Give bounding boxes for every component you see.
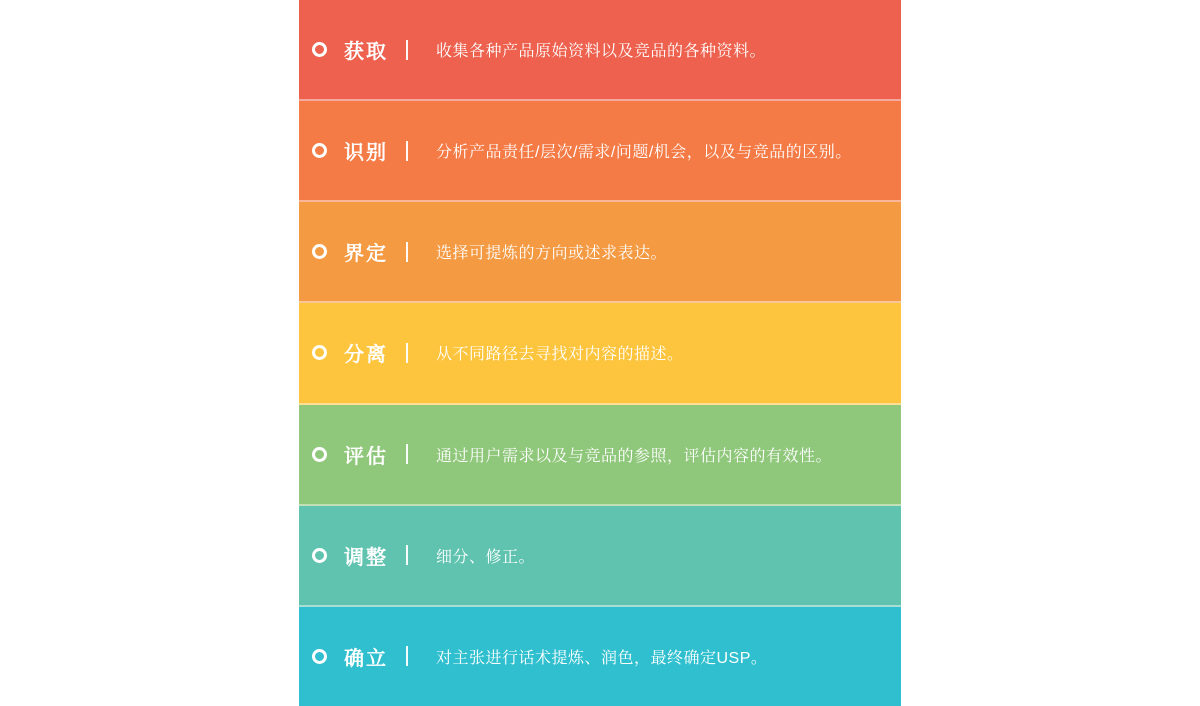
circle-bullet-icon	[312, 345, 327, 360]
step-description: 选择可提炼的方向或述求表达。	[436, 245, 668, 263]
step-description: 通过用户需求以及与竞品的参照，评估内容的有效性。	[436, 447, 833, 465]
process-step-list	[299, 0, 901, 706]
step-title: 获取	[344, 41, 388, 64]
circle-bullet-icon	[312, 649, 327, 664]
vertical-divider-bar	[406, 444, 408, 464]
vertical-divider-bar	[406, 242, 408, 262]
step-description: 分析产品责任/层次/需求/问题/机会，以及与竞品的区别。	[436, 144, 852, 162]
circle-bullet-icon	[312, 244, 327, 259]
vertical-divider-bar	[406, 545, 408, 565]
step-title: 调整	[344, 546, 388, 569]
circle-bullet-icon	[312, 447, 327, 462]
vertical-divider-bar	[406, 646, 408, 666]
step-title: 分离	[344, 344, 388, 367]
step-row-2	[299, 101, 901, 202]
circle-bullet-icon	[312, 42, 327, 57]
vertical-divider-bar	[406, 40, 408, 60]
step-title: 识别	[344, 142, 388, 165]
step-description: 从不同路径去寻找对内容的描述。	[436, 346, 684, 364]
step-row-5	[299, 405, 901, 506]
step-description: 对主张进行话术提炼、润色，最终确定USP。	[436, 649, 768, 667]
step-row-7	[299, 607, 901, 706]
step-row-6	[299, 506, 901, 607]
circle-bullet-icon	[312, 548, 327, 563]
step-description: 收集各种产品原始资料以及竞品的各种资料。	[436, 43, 767, 61]
step-row-1	[299, 0, 901, 101]
circle-bullet-icon	[312, 143, 327, 158]
vertical-divider-bar	[406, 141, 408, 161]
step-title: 评估	[344, 445, 388, 468]
step-row-3	[299, 202, 901, 303]
step-title: 确立	[344, 647, 388, 670]
vertical-divider-bar	[406, 343, 408, 363]
step-description: 细分、修正。	[436, 548, 536, 566]
step-row-4	[299, 303, 901, 404]
step-title: 界定	[344, 243, 388, 266]
